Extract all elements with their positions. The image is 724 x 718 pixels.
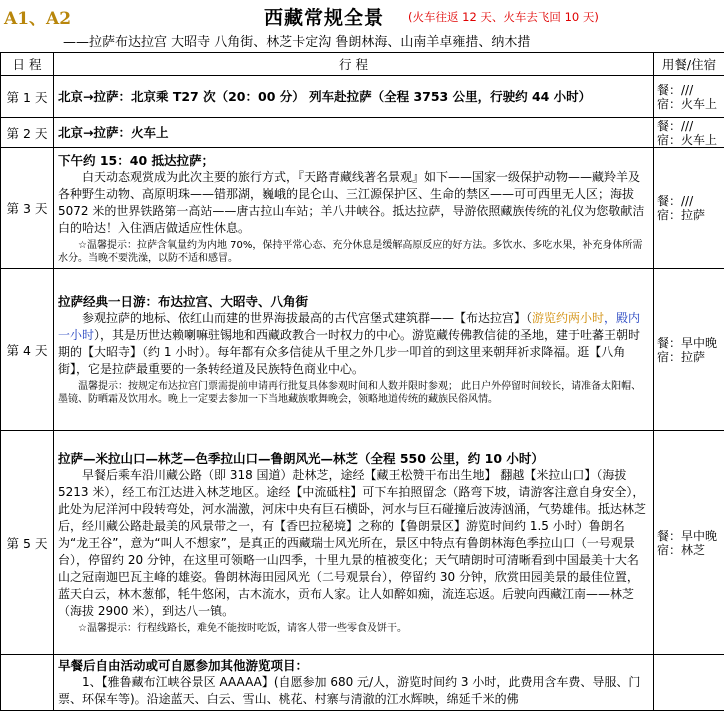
- meal-text: 餐：///: [657, 194, 694, 208]
- day-tip: ☆温馨提示：拉萨含氧量约为内地 70%，保持平常心态、充分休息是缓解高原反应的好方法。多饮水、多吃水果，补充身体所需水分。当晚不要洗澡，以防不适和感冒。: [58, 239, 643, 264]
- table-row: [1, 76, 724, 118]
- day-content: [54, 655, 654, 711]
- day-content-text: 北京→拉萨：火车上: [58, 124, 169, 140]
- day-heading: 拉萨经典一日游：布达拉宫、大昭寺、八角街: [58, 294, 309, 309]
- desc-part: ），其是历世达赖喇嘛驻锡地和西藏政教合一时权力的中心。游览藏传佛教信徒的圣地，建于吐蕃王朝时期的【大昭寺】（约 1 小时）。每年都有众多信徒从千里之外几步一叩首的到这里来朝拜祈求降福。逛【八角街】，它是拉萨最重要的一条转经道及民族特色商业中心。: [58, 328, 641, 376]
- stay-text: 宿：拉萨: [657, 208, 706, 222]
- meal-stay-cell: [654, 118, 724, 148]
- highlight-duration: 游览约两小时: [532, 311, 605, 325]
- table-header-row: [1, 53, 724, 76]
- meal-stay-cell: [654, 431, 724, 655]
- day-description: [58, 310, 649, 378]
- day-description: 早餐后乘车沿川藏公路（即 318 国道）赴林芝，途经【藏王松赞干布出生地】 翻越【米拉山口】（海拔 5213 米），经工布江达进入林芝地区。途经【中流砥柱】可下车拍照留念（路弯下坡，请游客注意自身安全），此处为尼洋河中段转弯处，河水湍激，河床中央有巨石横卧，河水与巨石碰撞后波涛汹涌，气势雄伟。抵达林芝后，经川藏公路赴最美的风景带之一，有【香巴拉秘境】之称的【鲁朗景区】游览时间约 1.5 小时）鲁朗名为“龙王谷”，意为“叫人不想家”，是真正的西藏瑞士风光所在，景区中特点有鲁朗林海色季拉山口（一号观景台），停留约 20 分钟，在这里可领略一山四季，十里九景的植被变化；天气晴朗时可清晰看到中国最美十大名山之冠南迦巴瓦主峰的雄姿。鲁朗林海田园风光（二号观景台），停留约 30 分钟，欣赏田园美景的最佳位置，蓝天白云，林木葱郁，牦牛悠闲，古木流水，贡布人家。让人如醉如痴，流连忘返。后驶向西藏江南——林芝（海拔 2900 米），到达八一镇。: [58, 468, 647, 618]
- day-label: 第 1 天: [1, 76, 54, 118]
- day-content: [54, 269, 654, 431]
- day-label: 第 5 天: [1, 431, 54, 655]
- meal-stay-cell: [654, 269, 724, 431]
- day-tip: 温馨提示：按规定布达拉宫门票需提前申请再行批复具体参观时间和人数并限时参观； 此日户外停留时间较长，请准备太阳帽、墨镜、防晒霜及饮用水。晚上一定要去参加一下当地藏族歌舞晚会，领略地道传统的藏族民俗风情。: [58, 381, 642, 405]
- stay-text: 宿：拉萨: [657, 349, 706, 364]
- day-description: 1、【雅鲁藏布江峡谷景区 AAAAA】(自愿参加 680 元/人，游览时间约 3 小时，此费用含车费、导服、门票、环保车等)。沿途蓝天、白云、雪山、桃花、村寨与清澈的江水辉映，绵延千米的佛: [58, 675, 641, 706]
- table-row: [1, 655, 724, 711]
- page-title: 西藏常规全景: [264, 7, 385, 29]
- col-header-day: 日 程: [1, 53, 54, 76]
- table-row: [1, 431, 724, 655]
- day-description: 白天动态观赏成为此次主要的旅行方式，『天路青藏线著名景观』如下——国家一级保护动物——藏羚羊及各种野生动物、高原明珠——错那湖，巍峨的昆仑山、三江源保护区、生命的禁区——可可西里无人区；海拔 5072 米的世界铁路第一高站——唐古拉山车站；羊八井峡谷。抵达拉萨，导游依照藏族传统的礼仪为您敬献洁白的哈达！入住酒店做适应性休息。: [58, 169, 645, 235]
- document-header: [0, 0, 724, 52]
- table-row: [1, 269, 724, 431]
- day-label: 第 2 天: [1, 118, 54, 148]
- day-heading: 下午约 15：40 抵达拉萨；: [58, 152, 214, 168]
- day-heading: 早餐后自由活动或可自愿参加其他游览项目：: [58, 658, 309, 673]
- day-content-text: 北京→拉萨：北京乘 T27 次（20：00 分） 列车赴拉萨（全程 3753 公里，行驶约 44 小时）: [58, 88, 592, 104]
- table-row: [1, 148, 724, 269]
- stay-text: 宿：火车上: [657, 132, 718, 147]
- stay-text: 宿：火车上: [657, 96, 718, 111]
- meal-stay-cell: [654, 148, 724, 269]
- table-row: [1, 118, 724, 148]
- meal-stay-cell: [654, 76, 724, 118]
- highlight-inside: ，殿内一小时: [58, 311, 641, 342]
- col-header-meal: 用餐/住宿: [654, 53, 724, 76]
- meal-stay-cell: [654, 655, 724, 711]
- day-content: [54, 148, 654, 269]
- meal-text: 餐：早中晚: [657, 335, 718, 350]
- meal-text: 餐：早中晚: [657, 528, 718, 543]
- stay-text: 宿：林芝: [657, 542, 706, 557]
- day-label: 第 4 天: [1, 269, 54, 431]
- title-note: (火车往返 12 天、火车去飞回 10 天): [408, 10, 599, 24]
- day-label: 第 3 天: [1, 148, 54, 269]
- day-tip: ☆温馨提示：行程线路长，难免不能按时吃饭，请客人带一些零食及饼干。: [78, 623, 407, 634]
- subtitle: ——拉萨布达拉宫 大昭寺 八角街、林芝卡定沟 鲁朗林海、山南羊卓雍措、纳木措: [63, 35, 531, 50]
- col-header-route: 行 程: [54, 53, 654, 76]
- day-label: [1, 655, 54, 711]
- desc-part: 参观拉萨的地标、依红山而建的世界海拔最高的古代宫堡式建筑群——【布达拉宫】（: [82, 311, 533, 325]
- day-heading: 拉萨—米拉山口—林芝—色季拉山口—鲁朗风光—林芝（全程 550 公里，约 10 小时）: [58, 451, 544, 466]
- meal-text: 餐：///: [657, 118, 694, 133]
- day-content: [54, 431, 654, 655]
- route-code: A1、A2: [4, 9, 72, 29]
- meal-text: 餐：///: [657, 82, 694, 97]
- day-content: [54, 76, 654, 118]
- day-content: [54, 118, 654, 148]
- itinerary-table: [0, 52, 724, 711]
